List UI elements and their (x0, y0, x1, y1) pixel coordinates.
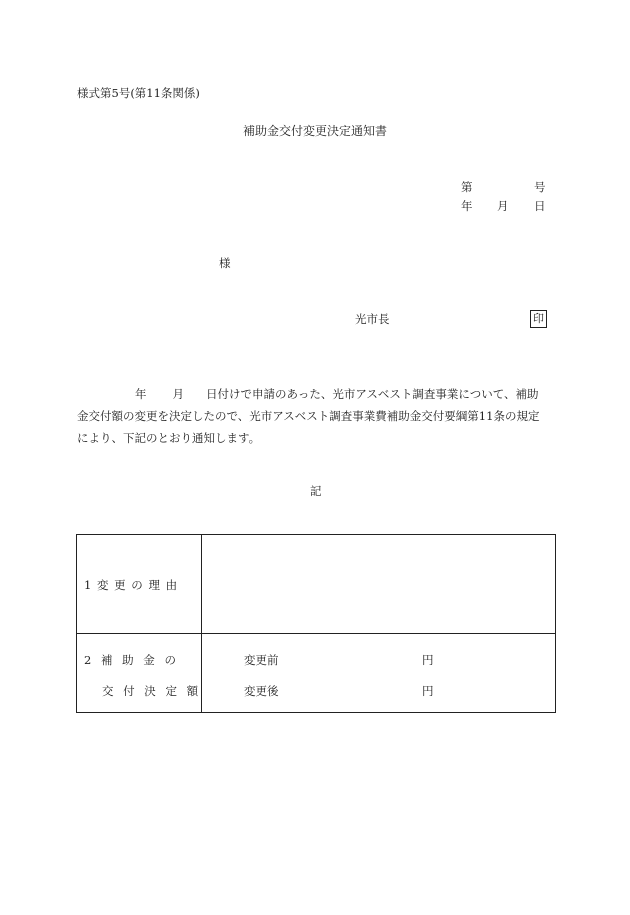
notice-body (77, 383, 557, 449)
row2-label-line1: 2 補 助 金 の (84, 653, 179, 667)
after-change-unit: 円 (422, 684, 434, 698)
recipient-honorific: 様 (219, 256, 231, 270)
date-month: 月 (497, 199, 509, 213)
before-change-label: 変更前 (244, 653, 279, 667)
body-line-3: により、下記のとおり通知します。 (77, 431, 261, 445)
date-year: 年 (461, 199, 473, 213)
date-day: 日 (534, 199, 546, 213)
ki-heading: 記 (310, 484, 322, 498)
after-change-label: 変更後 (244, 684, 279, 698)
table-row-divider (77, 633, 555, 634)
issuer-name: 光市長 (355, 312, 390, 326)
body-year: 年 (135, 387, 147, 401)
body-line-2: 金交付額の変更を決定したので、光市アスベスト調査事業費補助金交付要綱第11条の規定 (77, 409, 540, 423)
row1-label: 1 変 更 の 理 由 (84, 578, 179, 592)
table-column-divider (201, 535, 202, 712)
document-title: 補助金交付変更決定通知書 (242, 124, 387, 138)
detail-table (76, 534, 556, 713)
form-number: 様式第5号(第11条関係) (77, 86, 200, 100)
doc-number-go: 号 (534, 180, 546, 194)
doc-number-dai: 第 (461, 180, 473, 194)
body-line-1-text: 日付けで申請のあった、光市アスベスト調査事業について、補助 (206, 387, 539, 401)
before-change-unit: 円 (422, 653, 434, 667)
seal-mark: 印 (530, 310, 547, 328)
row2-label-line2: 交 付 決 定 額 (102, 684, 202, 698)
body-line-1 (77, 383, 557, 405)
body-month: 月 (172, 387, 184, 401)
